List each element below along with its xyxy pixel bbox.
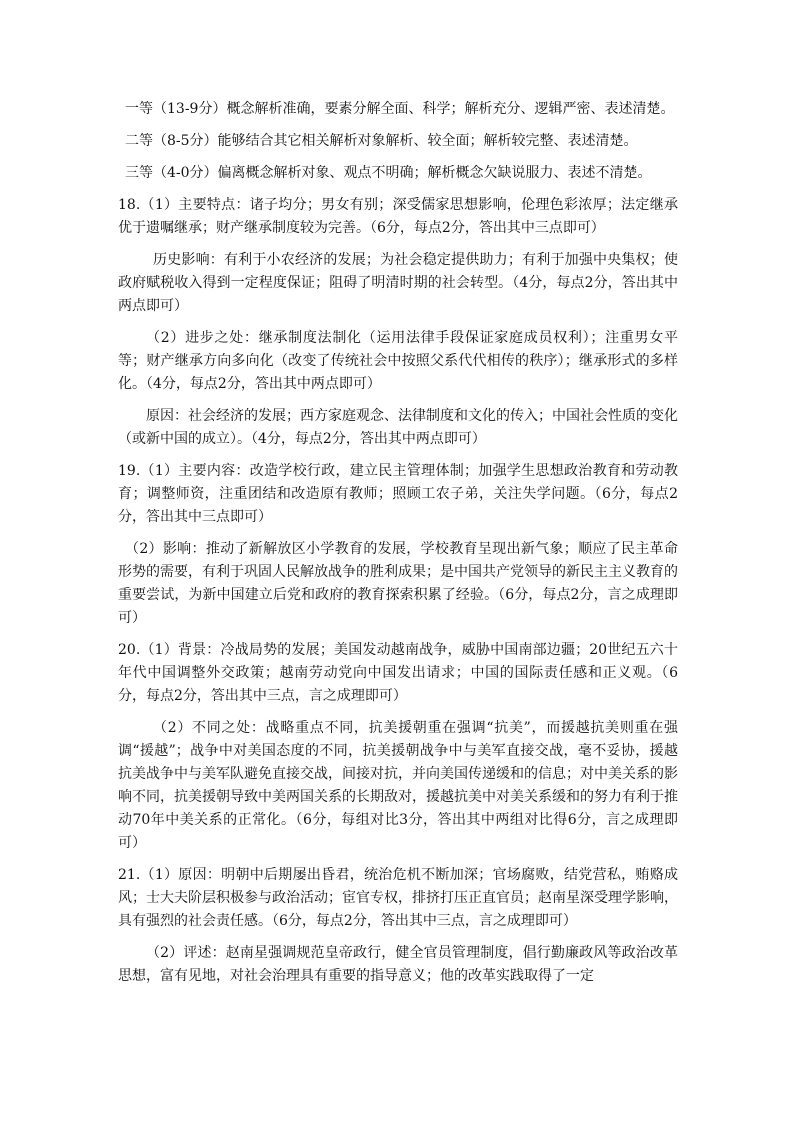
q21-part1-paragraph: 21.（1）原因：明朝中后期屡出昏君，统治危机不断加深；官场腐败，结党营私，贿赂成风；士大夫阶层积极参与政治活动；宦官专权，排挤打压正直官员；赵南星深受理学影响，具有强烈的社会责任感。（6分，每点2分，答出其中三点，言之成理即可） — [118, 867, 678, 929]
q19-part1-paragraph: 19.（1）主要内容：改造学校行政，建立民主管理体制；加强学生思想政治教育和劳动教育；调整师资，注重团结和改造原有教师；照顾工农子弟，关注失学问题。（6分，每点2分，答出其中三点即可） — [118, 463, 678, 525]
q18-part2-reason-paragraph: 原因：社会经济的发展；西方家庭观念、法律制度和文化的传入；中国社会性质的变化（或新中国的成立）。（4分，每点2分，答出其中两点即可） — [118, 408, 678, 447]
document-body — [118, 98, 678, 997]
q18-part1-impact-paragraph: 历史影响：有利于小农经济的发展；为社会稳定提供助力；有利于加强中央集权；使政府赋税收入得到一定程度保证；阻碍了明清时期的社会转型。（4分，每点2分，答出其中两点即可） — [118, 252, 678, 314]
q20-part1-paragraph: 20.（1）背景：冷战局势的发展；美国发动越南战争，威胁中国南部边疆；20世纪五六十年代中国调整外交政策；越南劳动党向中国发出请求；中国的国际责任感和正义观。（6分，每点2分，答出其中三点，言之成理即可） — [118, 642, 678, 704]
grade-third-paragraph: 三等（4-0分）偏离概念解析对象、观点不明确；解析概念欠缺说服力、表述不清楚。 — [125, 165, 652, 181]
q19-part2-paragraph: （2）影响：推动了新解放区小学教育的发展，学校教育呈现出新气象；顺应了民主革命形势的需要，有利于巩固人民解放战争的胜利成果；是中国共产党领导的新民主主义教育的重要尝试，为新中国建立后党和政府的教育探索积累了经验。（6分，每点2分，言之成理即可） — [118, 541, 678, 626]
q20-part2-paragraph: （2）不同之处：战略重点不同，抗美援朝重在强调“抗美”，而援越抗美则重在强调“援越”；战争中对美国态度的不同，抗美援朝战争中与美军直接交战，毫不妥协，援越抗美战争中与美军队避免直接交战，间接对抗，并向美国传递缓和的信息；对中美关系的影响不同，抗美援朝导致中美两国关系的长期敌对，援越抗美中对美关系缓和的努力有利于推动70年中美关系的正常化。（6分，每组对比3分，答出其中两组对比得6分，言之成理即可） — [118, 720, 678, 851]
q18-part2-paragraph: （2）进步之处：继承制度法制化（运用法律手段保证家庭成员权利）；注重男女平等；财产继承方向多向化（改变了传统社会中按照父系代代相传的秩序）；继承形式的多样化。（4分，每点2分，答出其中两点即可） — [118, 330, 678, 392]
grade-second-paragraph: 二等（8-5分）能够结合其它相关解析对象解析、较全面；解析较完整、表述清楚。 — [125, 133, 638, 149]
grade-first-paragraph: 一等（13-9分）概念解析准确，要素分解全面、科学；解析充分、逻辑严密、表述清楚。 — [125, 101, 675, 117]
q21-part2-paragraph: （2）评述：赵南星强调规范皇帝政行，健全官员管理制度，倡行勤廉政风等政治改革思想，富有见地，对社会治理具有重要的指导意义；他的改革实践取得了一定 — [118, 945, 678, 984]
q18-part1-paragraph: 18.（1）主要特点：诸子均分；男女有别；深受儒家思想影响，伦理色彩浓厚；法定继承优于遗嘱继承；财产继承制度较为完善。（6分，每点2分，答出其中三点即可） — [118, 197, 678, 236]
